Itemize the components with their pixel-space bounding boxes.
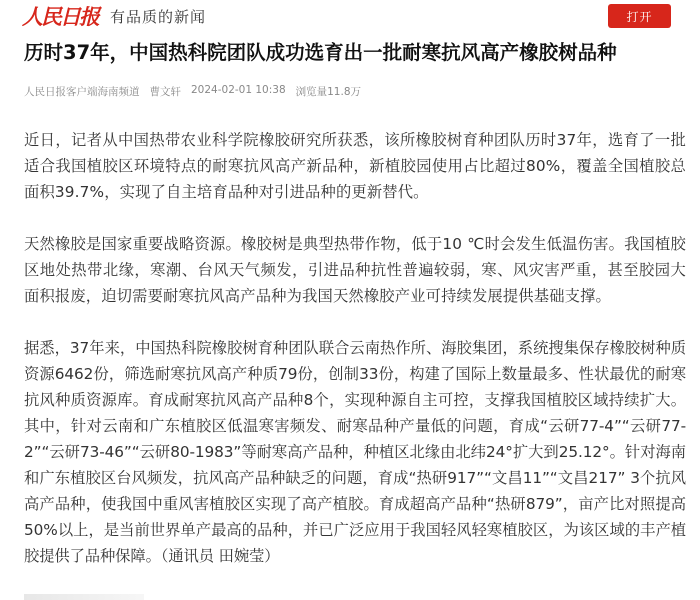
top-bar [0, 0, 700, 32]
article-author: 曹文轩 [149, 86, 181, 98]
article-views: 浏览量11.8万 [295, 86, 362, 98]
open-app-button[interactable]: 打开 [608, 4, 671, 28]
article-body [24, 127, 686, 595]
article-paragraph: 近日，记者从中国热带农业科学院橡胶研究所获悉，该所橡胶树育种团队历时37年，选育了一批适合我国植胶区环境特点的耐寒抗风高产新品种，新植胶园使用占比超过80%，覆盖全国植胶总面积39.7%，实现了自主培育品种对引进品种的更新替代。 [24, 131, 686, 201]
article-title: 历时37年，中国热科院团队成功选育出一批耐寒抗风高产橡胶树品种 [24, 41, 617, 64]
slogan: 有品质的新闻 [110, 7, 207, 26]
article-paragraph: 天然橡胶是国家重要战略资源。橡胶树是典型热带作物，低于10 ℃时会发生低温伤害。我国植胶区地处热带北缘，寒潮、台风天气频发，引进品种抗性普遍较弱，寒、风灾害严重，甚至胶园大面积报废，迫切需要耐寒抗风高产品种为我国天然橡胶产业可持续发展提供基础支撑。 [24, 235, 686, 305]
people-daily-logo: 人民日报 [22, 3, 98, 29]
next-content-cutoff [24, 594, 144, 600]
article-source[interactable]: 人民日报客户端海南频道 [24, 86, 140, 98]
article-datetime: 2024-02-01 10:38 [191, 84, 286, 96]
article-meta [24, 84, 361, 99]
brand[interactable] [22, 3, 207, 29]
article-paragraph: 据悉，37年来，中国热科院橡胶树育种团队联合云南热作所、海胶集团，系统搜集保存橡胶树种质资源6462份，筛选耐寒抗风高产种质79份，创制33份，构建了国际上数量最多、性状最优的耐寒抗风种质资源库。育成耐寒抗风高产品种8个，实现种源自主可控，支撑我国植胶区域持续扩大。其中，针对云南和广东植胶区低温寒害频发、耐寒品种产量低的问题，育成“云研77-4”“云研77-2”“云研73-46”“云研80-1983”等耐寒高产品种，种植区北缘由北纬24°扩大到25.12°。针对海南和广东植胶区台风频发，抗风高产品种缺乏的问题，育成“热研917”“文昌11”“文昌217” 3个抗风高产品种，使我国中重风害植胶区实现了高产植胶。育成超高产品种“热研879”，亩产比对照提高50%以上，是当前世界单产最高的品种，并已广泛应用于我国轻风轻寒植胶区，为该区域的丰产植胶提供了品种保障。（通讯员 田婉莹） [24, 339, 686, 565]
